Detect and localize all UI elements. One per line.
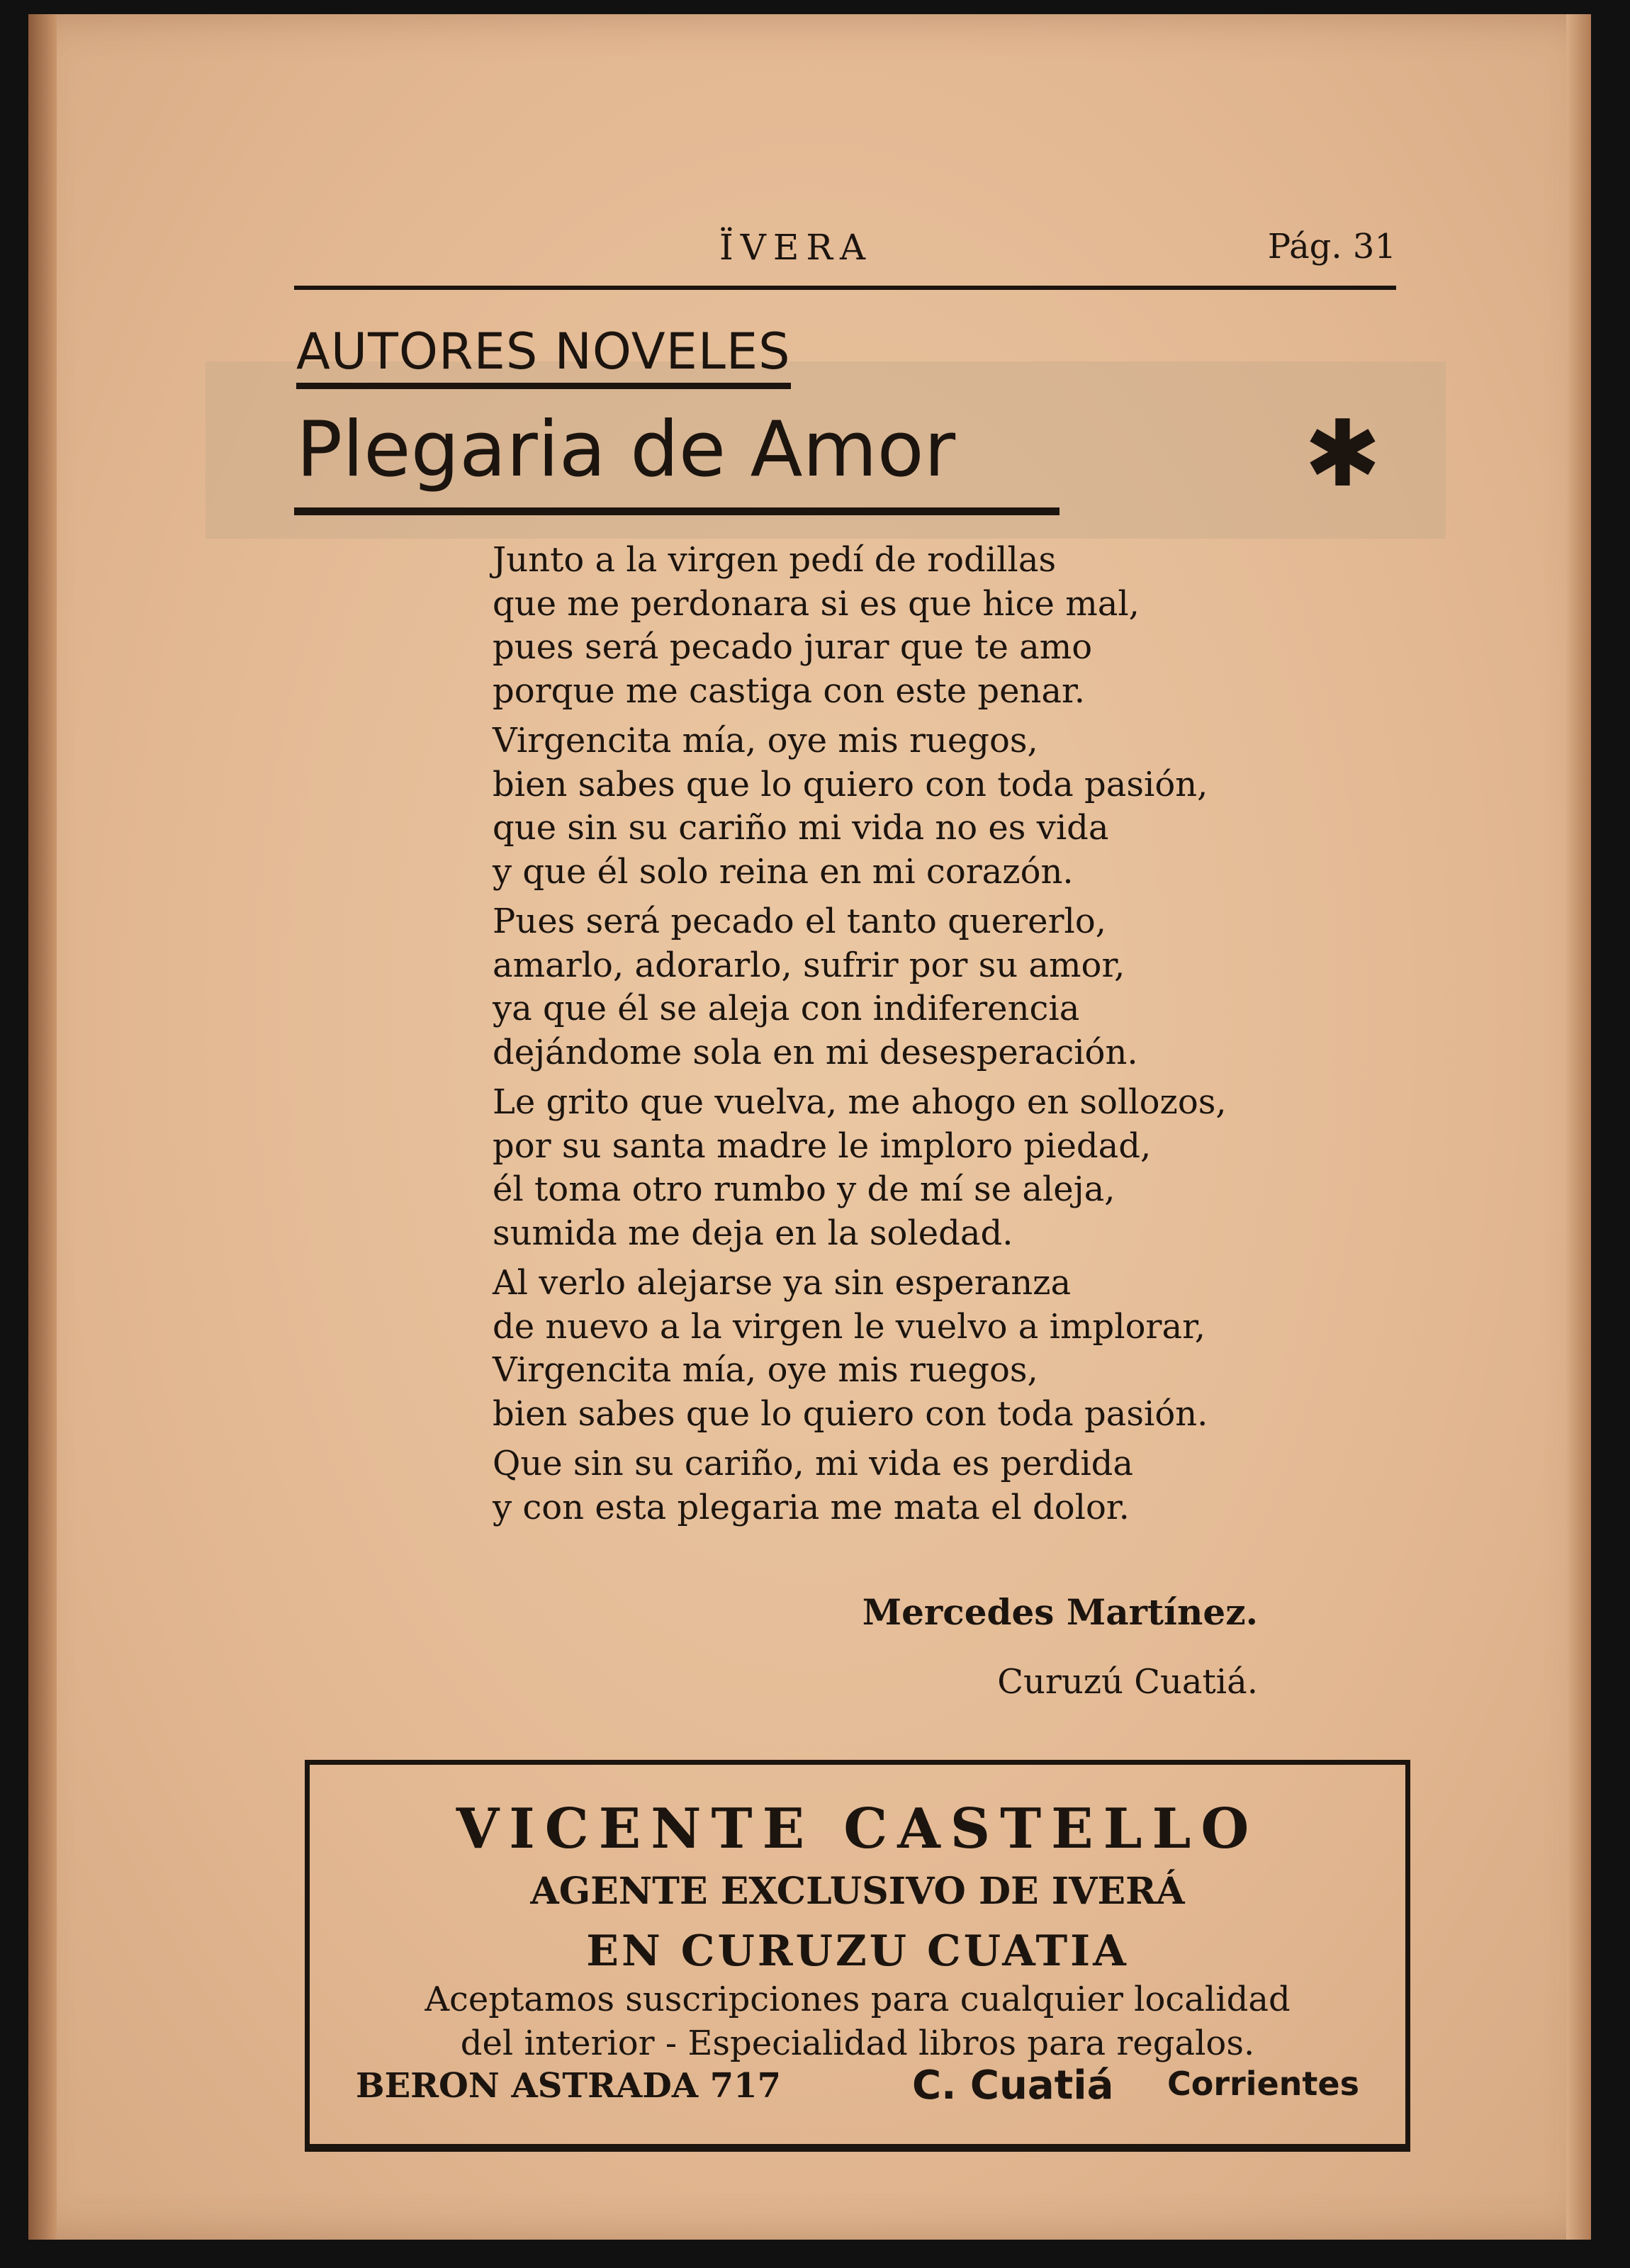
title-rule	[294, 507, 1060, 515]
poem-line: pues será pecado jurar que te amo	[493, 627, 1093, 667]
poem-line: dejándome sola en mi desesperación.	[493, 1032, 1138, 1072]
poem-line: y con esta plegaria me mata el dolor.	[493, 1487, 1130, 1527]
poem-line: sumida me deja en la soledad.	[493, 1213, 1013, 1253]
poem-line: que sin su cariño mi vida no es vida	[493, 808, 1109, 848]
poem-line: por su santa madre le imploro piedad,	[493, 1125, 1152, 1166]
header-rule	[294, 286, 1396, 290]
poem-line: Virgencita mía, oye mis ruegos,	[493, 721, 1038, 760]
ad-subtitle: AGENTE EXCLUSIVO DE IVERÁ	[530, 1870, 1185, 1913]
advertisement-box	[305, 1760, 1410, 2152]
poem-line: bien sabes que lo quiero con toda pasión,	[493, 764, 1208, 804]
poem-line: Virgencita mía, oye mis ruegos,	[493, 1350, 1038, 1390]
page-number: Pág. 31	[1267, 227, 1396, 266]
ad-description-line: del interior - Especialidad libros para regalos.	[460, 2023, 1255, 2063]
poem-line: que me perdonara si es que hice mal,	[493, 583, 1140, 624]
magazine-page	[28, 14, 1591, 2240]
poem-line: Pues será pecado el tanto quererlo,	[493, 902, 1107, 941]
ad-address: BERON ASTRADA 717	[356, 2066, 781, 2106]
stanza	[493, 1262, 1378, 1436]
stanza	[493, 539, 1378, 713]
poem-line: amarlo, adorarlo, sufrir por su amor,	[493, 945, 1125, 985]
poem-line: de nuevo a la virgen le vuelvo a implorar,	[493, 1306, 1206, 1347]
ad-location-heading: EN CURUZU CUATIA	[586, 1926, 1129, 1976]
poem-line: Que sin su cariño, mi vida es perdida	[493, 1444, 1134, 1483]
poem-line: él toma otro rumbo y de mí se aleja,	[493, 1169, 1115, 1209]
section-heading: AUTORES NOVELES	[296, 320, 791, 389]
page-header	[294, 227, 1396, 284]
magazine-title: ÏVERA	[719, 227, 873, 268]
star-icon: ✱	[1304, 400, 1381, 507]
ad-city: C. Cuatiá	[912, 2062, 1114, 2109]
poem-title: Plegaria de Amor	[296, 405, 956, 494]
stanza	[493, 1442, 1378, 1529]
poem-line: Le grito que vuelva, me ahogo en sollozos,	[493, 1082, 1227, 1122]
ad-description-line: Aceptamos suscripciones para cualquier localidad	[425, 1980, 1291, 2019]
poem-line: ya que él se aleja con indiferencia	[493, 989, 1080, 1028]
poem-line: bien sabes que lo quiero con toda pasión.	[493, 1393, 1208, 1434]
ad-description	[310, 1977, 1405, 2065]
page-edge	[1566, 14, 1591, 2240]
author-signature: Mercedes Martínez.	[862, 1591, 1258, 1633]
stanza	[493, 1081, 1378, 1255]
stanza	[493, 719, 1378, 894]
poem-line: y que él solo reina en mi corazón.	[493, 851, 1074, 892]
ad-province: Corrientes	[1167, 2065, 1359, 2103]
poem-line: porque me castiga con este penar.	[493, 670, 1085, 711]
author-place: Curuzú Cuatiá.	[997, 1662, 1258, 1702]
poem-body	[493, 539, 1378, 1536]
ad-business-name: VICENTE CASTELLO	[456, 1797, 1259, 1861]
poem-line: Junto a la virgen pedí de rodillas	[493, 540, 1057, 580]
stanza	[493, 900, 1378, 1074]
page-spine	[28, 14, 57, 2240]
poem-line: Al verlo alejarse ya sin esperanza	[493, 1263, 1072, 1303]
